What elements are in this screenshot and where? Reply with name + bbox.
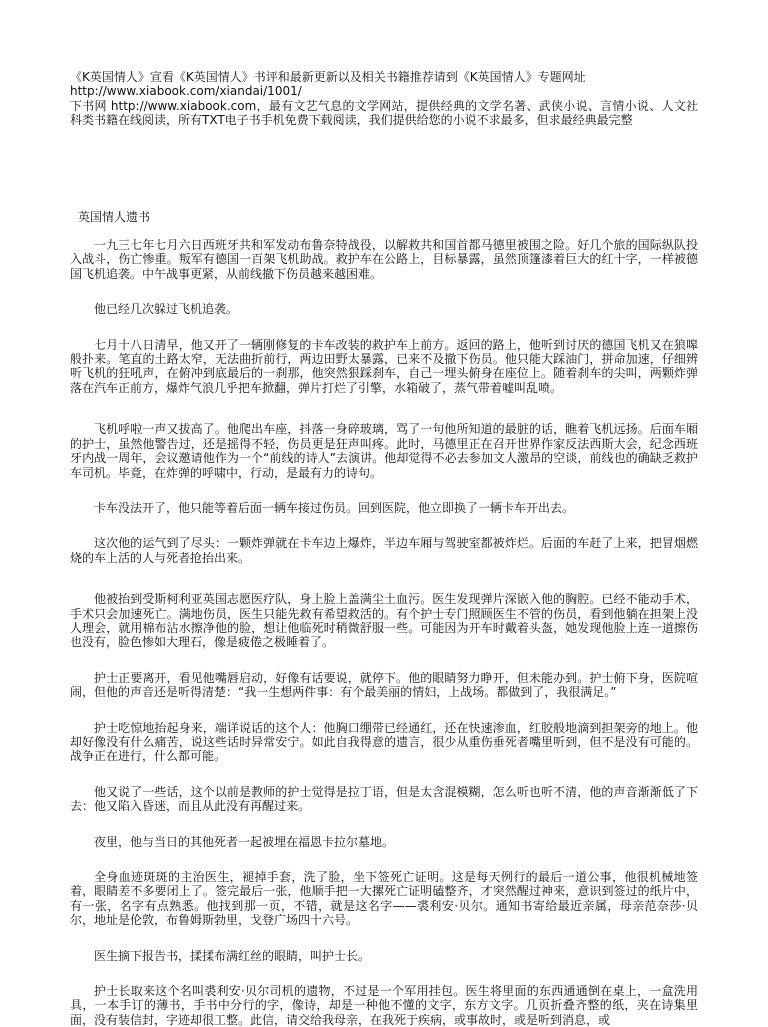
body-paragraph: 护士长取来这个名叫裘利安·贝尔司机的遗物，不过是一个军用挂包。医生将里面的东西通通倒在桌上，一盒洗用具，一本手订的薄书，手书中分行的字，像诗，却是一种他不懂的文字，东方文字。几页折叠齐整的纸，夹在诗集里面，没有装信封，字迹却很工整。此信，请交给我母亲，在我死于疾病，或事故时，或是听到消息，或 — [70, 984, 698, 1027]
topic-url-link[interactable]: http://www.xiabook.com/xiandai/1001/ — [70, 84, 302, 99]
site-header — [70, 70, 698, 128]
body-paragraph: 他已经几次躲过飞机追袭。 — [94, 302, 239, 317]
body-paragraph: 卡车没法开了，他只能等着后面一辆车接过伤员。回到医院，他立即换了一辆卡车开出去。 — [94, 500, 575, 515]
header-topic-line: 《K英国情人》宣看《K英国情人》书评和最新更新以及相关书籍推荐请到《K英国情人》专题网址 — [70, 70, 586, 84]
site-description: 下书网 http://www.xiabook.com，最有文艺气息的文学网站，提供经典的文学名著、武侠小说、言情小说、人文社科类书籍在线阅读，所有TXT电子书手机免费下载阅读，我们提供给您的小说不求最多，但求最经典最完整 — [70, 98, 698, 128]
body-paragraph: 他又说了一些话，这个以前是教师的护士觉得是拉丁语，但是太含混模糊，怎么听也听不清，他的声音渐渐低了下去：他又陷入昏迷，而且从此没有再醒过来。 — [70, 784, 698, 814]
body-paragraph: 全身血迹斑斑的主治医生，褪掉手套，洗了脸，坐下签死亡证明。这是每天例行的最后一道公事，他很机械地签着，眼睛差不多要闭上了。签完最后一张，他顺手把一大摞死亡证明磕整齐，才突然醒过神来，意识到签过的纸片中，有一张，名字有点熟悉。他找到那一页，不错，就是这名字——裘利安·贝尔。通知书寄给最近亲属，母亲范奈莎·贝尔，地址是伦敦，布鲁姆斯勃里，戈登广场四十六号。 — [70, 870, 698, 928]
body-paragraph: 医生摘下报告书，揉揉布满红丝的眼睛，叫护士长。 — [94, 948, 371, 963]
body-paragraph: 飞机呼啦一声又拔高了。他爬出车座，抖落一身碎玻璃，骂了一句他所知道的最脏的话，瞧着飞机远扬。后面车厢的护士，虽然他警告过，还是摇得不轻，伤员更是狂声叫疼。此时，马德里正在召开世界作家反法西斯大会，纪念西班牙内战一周年，会议邀请他作为一个“前线的诗人”去演讲。他却觉得不必去参加文人激昂的空谈，前线也的确缺乏救护车司机。毕竟，在炸弹的呼啸中，行动，是最有力的诗句。 — [70, 422, 698, 480]
body-paragraph: 七月十八日清早，他又开了一辆刚修复的卡车改装的救护车上前方。返回的路上，他听到讨厌的德国飞机又在狼嗥般扑来。笔直的土路太窄，无法曲折前行，两边田野太暴露，已来不及撤下伤员。他只能大踩油门，拼命加速，仔细辨听飞机的狂吼声，在俯冲到底最后的一刹那，他突然狠踩刹车，自己一埋头俯身在座位上。随着刹车的尖叫，两颗炸弹落在汽车正前方，爆炸气浪几乎把车掀翻，弹片打烂了引擎，水箱破了，蒸气带着嘘叫乱喷。 — [70, 337, 698, 395]
body-paragraph: 这次他的运气到了尽头：一颗炸弹就在卡车边上爆炸，半边车厢与驾驶室都被炸烂。后面的车赶了上来，把冒烟燃烧的车上活的人与死者抢抬出来。 — [70, 536, 698, 565]
body-paragraph: 夜里，他与当日的其他死者一起被埋在福恩卡拉尔墓地。 — [94, 834, 395, 849]
body-paragraph: 一九三七年七月六日西班牙共和军发动布鲁奈特战役，以解救共和国首都马德里被围之险。好几个旅的国际纵队投入战斗，伤亡惨重。叛军有德国一百架飞机助战。救护车在公路上，目标暴露，虽然顶篷漆着巨大的红十字，一样被德国飞机追袭。中午战事更紧，从前线撤下伤员越来越困难。 — [70, 238, 698, 281]
document-title: 英国情人遗书 — [78, 209, 151, 224]
body-paragraph: 护士吃惊地抬起身来，端详说话的这个人：他胸口绷带已经通红，还在快速渗血，红胶般地滴到担架旁的地上。他却好像没有什么痛苦，说这些话时异常安宁。如此自我得意的遗言，很少从重伤垂死者嘴里听到，但不是没有可能的。战争正在进行，什么都可能。 — [70, 720, 698, 764]
body-paragraph: 护士正要离开，看见他嘴唇启动，好像有话要说，就停下。他的眼睛努力睁开，但未能办到。护士俯下身，医院喧闹，但他的声音还是听得清楚：“我一生想两件事：有个最美丽的情妇，上战场。都做到了，我很满足。” — [70, 670, 698, 700]
body-paragraph: 他被抬到受斯柯利亚英国志愿医疗队，身上脸上盖满尘土血污。医生发现弹片深嵌入他的胸腔。已经不能动手术，手术只会加速死亡。满地伤员，医生只能先救有希望救活的。有个护士专门照顾医生不管的伤员，看到他躺在担架上没人理会，就用棉布沾水擦净他的脸，想让他临死时稍微舒服一些。可能因为开车时戴着头盔，她发现他脸上连一道擦伤也没有，脸色惨如大理石，像是疲倦之极睡着了。 — [70, 592, 698, 650]
